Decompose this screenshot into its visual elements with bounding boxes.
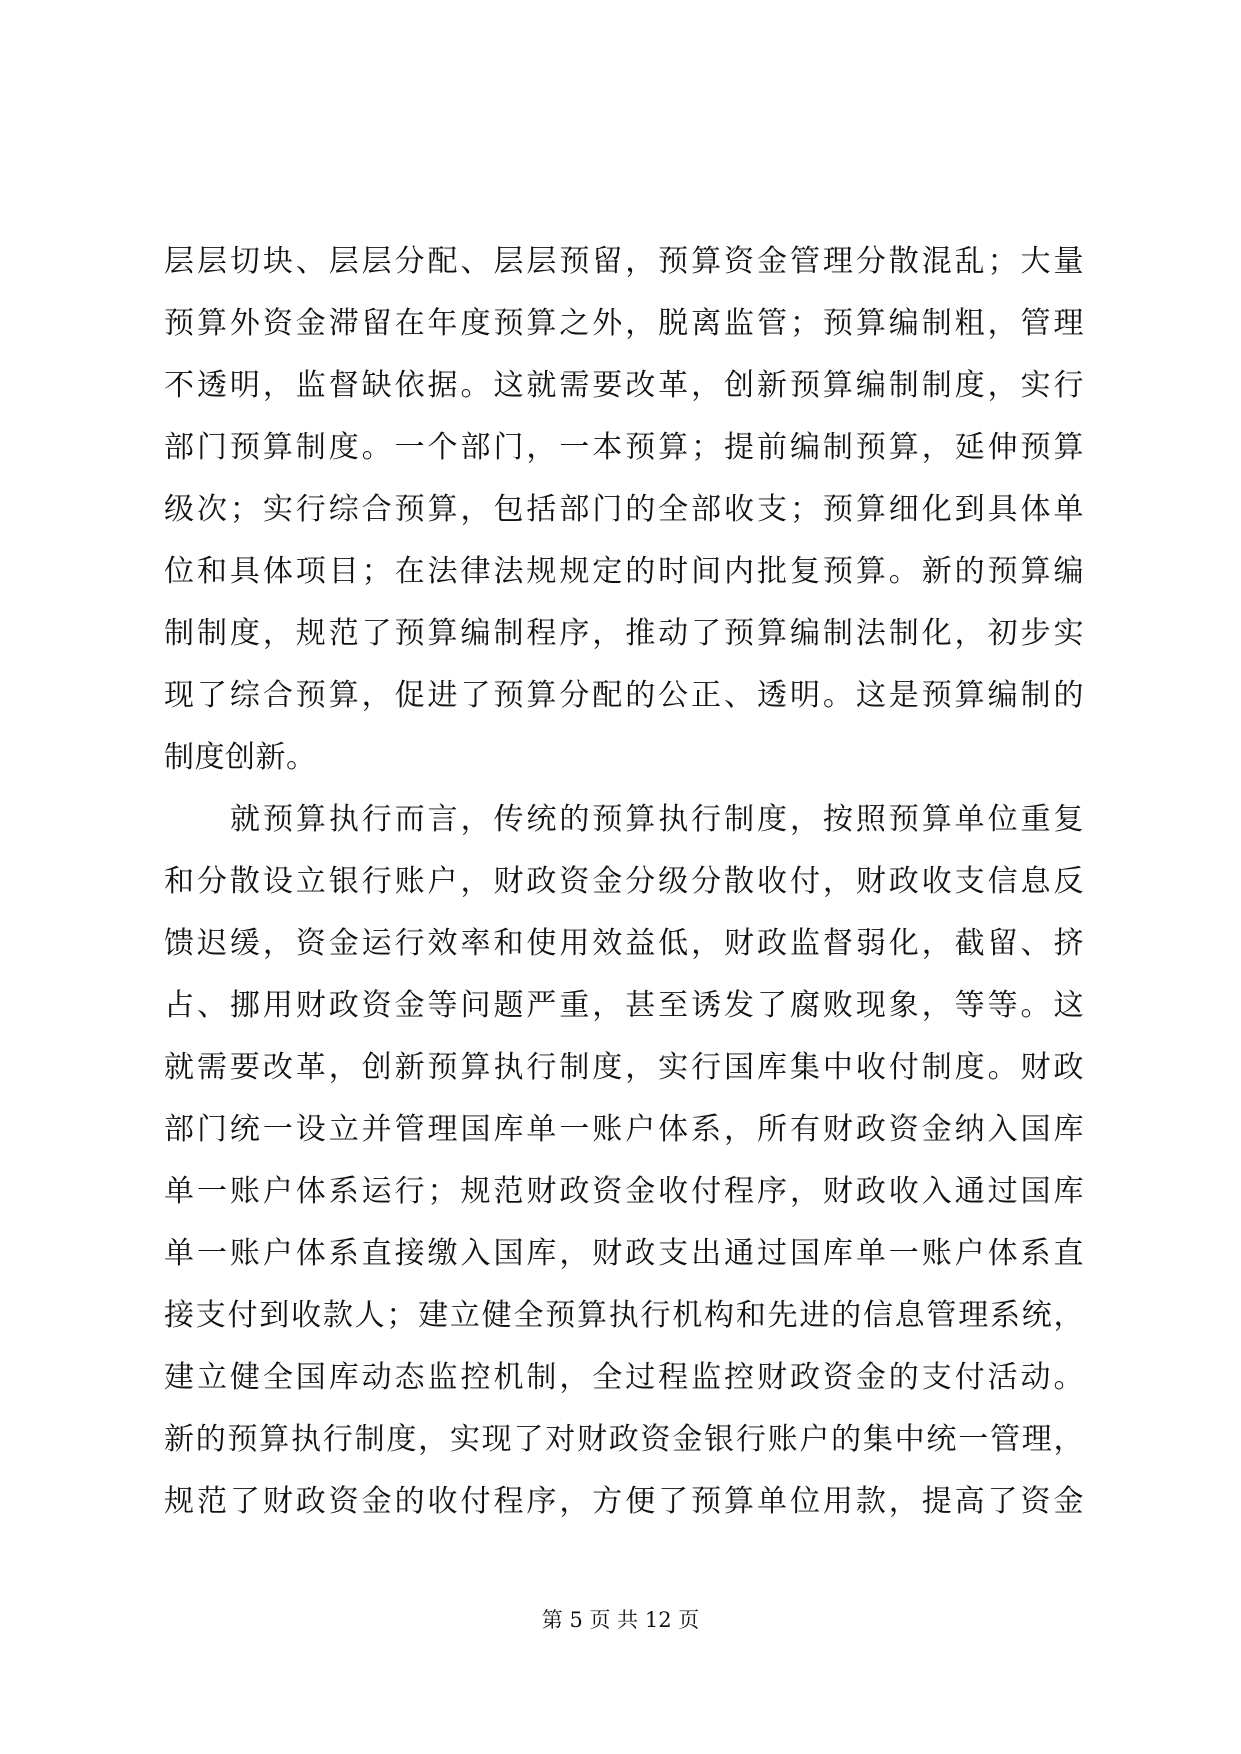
text-line: 占、挪用财政资金等问题严重，甚至诱发了腐败现象，等等。这 [164, 988, 1084, 1023]
paragraph-1 [164, 231, 1084, 789]
text-line: 就预算执行而言，传统的预算执行制度，按照预算单位重复 [230, 802, 1084, 837]
paragraph-2 [164, 789, 1084, 1533]
text-line: 单一账户体系直接缴入国库，财政支出通过国库单一账户体系直 [164, 1236, 1084, 1271]
text-line: 新的预算执行制度，实现了对财政资金银行账户的集中统一管理， [164, 1422, 1084, 1457]
text-line: 级次；实行综合预算，包括部门的全部收支；预算细化到具体单 [164, 492, 1084, 527]
text-line: 部门统一设立并管理国库单一账户体系，所有财政资金纳入国库 [164, 1112, 1084, 1147]
text-line: 部门预算制度。一个部门，一本预算；提前编制预算，延伸预算 [164, 430, 1084, 465]
text-line: 制制度，规范了预算编制程序，推动了预算编制法制化，初步实 [164, 616, 1084, 651]
text-line: 就需要改革，创新预算执行制度，实行国库集中收付制度。财政 [164, 1050, 1084, 1085]
text-line: 制度创新。 [164, 740, 317, 775]
text-line: 不透明，监督缺依据。这就需要改革，创新预算编制制度，实行 [164, 368, 1084, 403]
text-line: 建立健全国库动态监控机制，全过程监控财政资金的支付活动。 [164, 1360, 1084, 1395]
text-line: 馈迟缓，资金运行效率和使用效益低，财政监督弱化，截留、挤 [164, 926, 1084, 961]
document-body [164, 231, 1084, 1533]
text-line: 预算外资金滞留在年度预算之外，脱离监管；预算编制粗，管理 [164, 306, 1084, 341]
text-line: 位和具体项目；在法律法规规定的时间内批复预算。新的预算编 [164, 554, 1084, 589]
text-line: 规范了财政资金的收付程序，方便了预算单位用款，提高了资金 [164, 1484, 1084, 1519]
text-line: 单一账户体系运行；规范财政资金收付程序，财政收入通过国库 [164, 1174, 1084, 1209]
text-line: 层层切块、层层分配、层层预留，预算资金管理分散混乱；大量 [164, 244, 1084, 279]
text-line: 现了综合预算，促进了预算分配的公正、透明。这是预算编制的 [164, 678, 1084, 713]
page-number-footer: 第 5 页 共 12 页 [541, 1608, 700, 1632]
text-line: 接支付到收款人；建立健全预算执行机构和先进的信息管理系统， [164, 1298, 1084, 1333]
text-line: 和分散设立银行账户，财政资金分级分散收付，财政收支信息反 [164, 864, 1084, 899]
